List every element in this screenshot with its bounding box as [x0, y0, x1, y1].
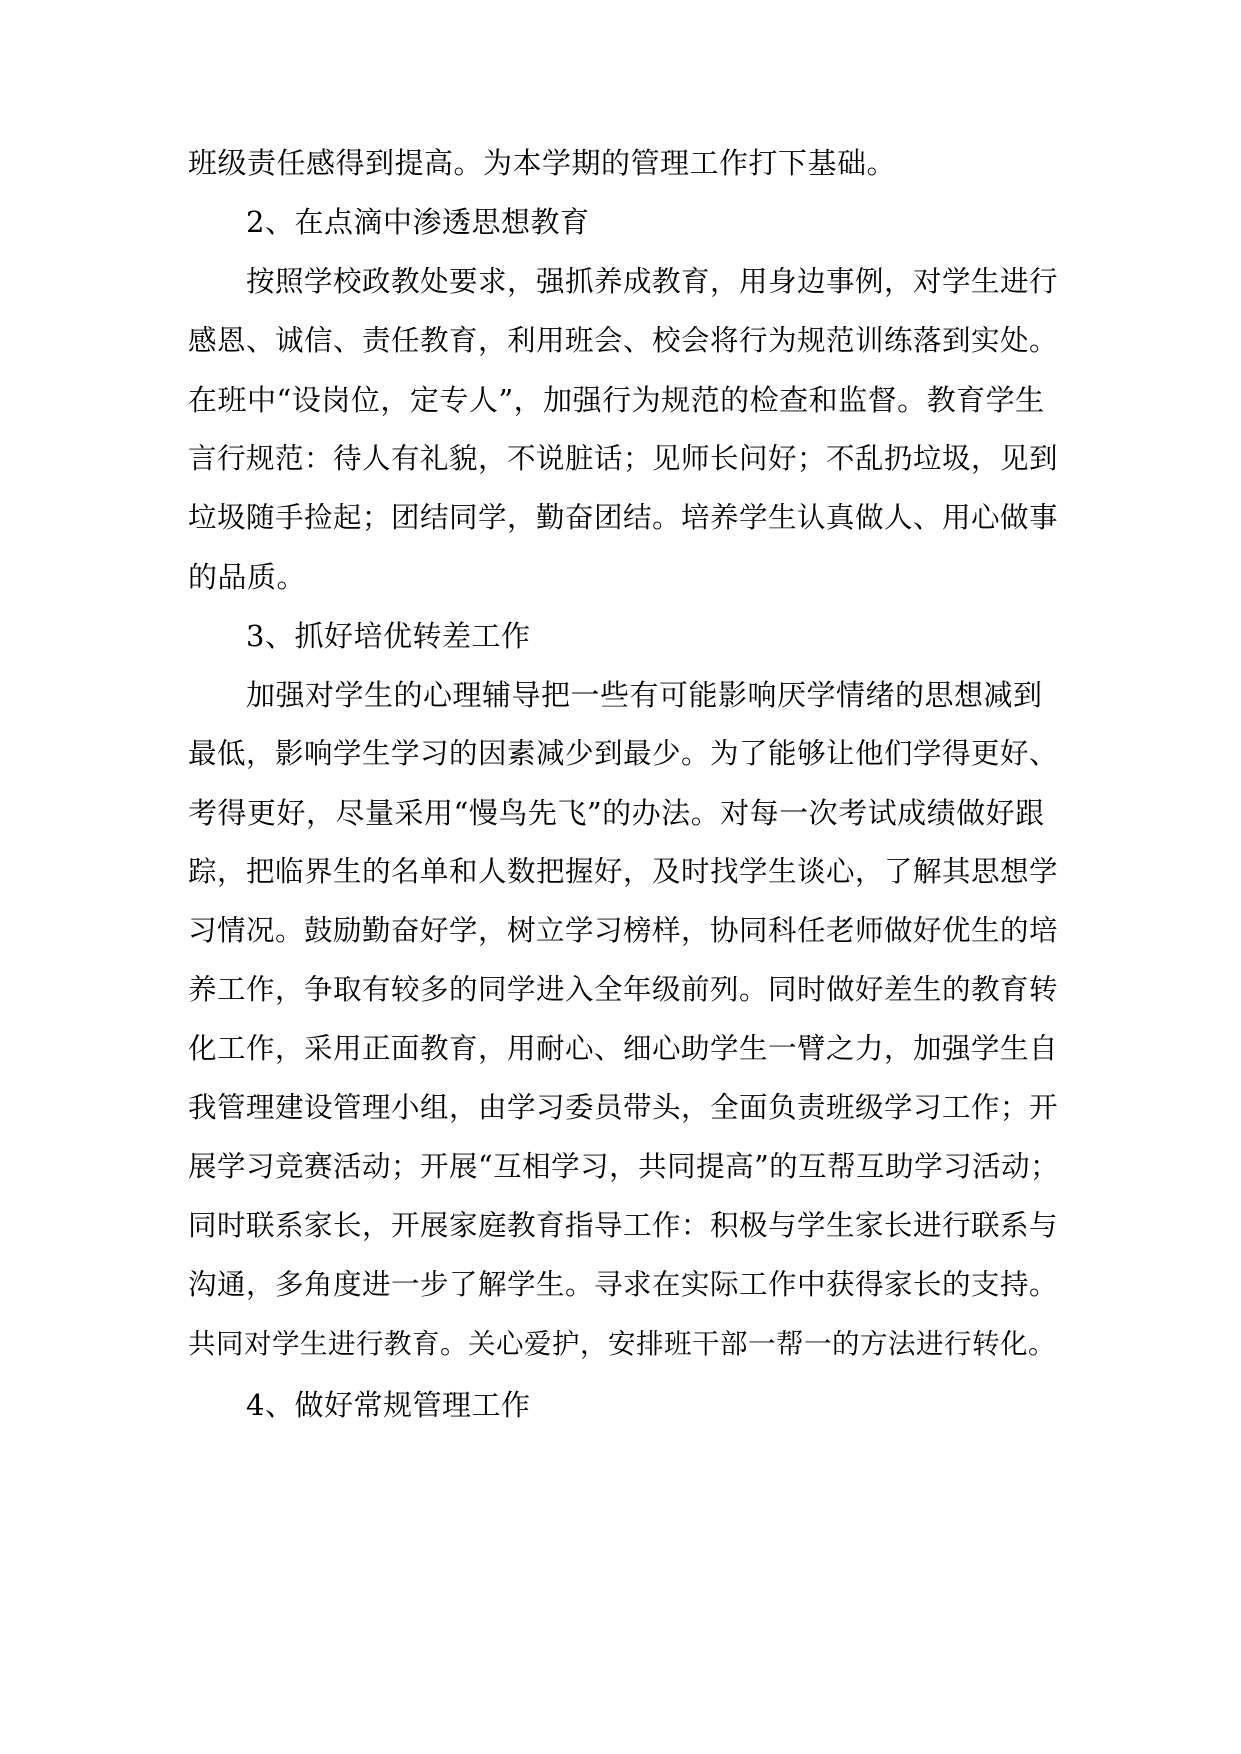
paragraph-line: 踪，把临界生的名单和人数把握好，及时找学生谈心，了解其思想学	[188, 855, 1059, 888]
paragraph-line: 考得更好，尽量采用“慢鸟先飞”的办法。对每一次考试成绩做好跟	[188, 796, 1045, 830]
section-heading-3: 3、抓好培优转差工作	[246, 619, 531, 653]
paragraph-line: 同时联系家长，开展家庭教育指导工作：积极与学生家长进行联系与	[188, 1209, 1059, 1242]
paragraph-line: 化工作，采用正面教育，用耐心、细心助学生一臂之力，加强学生自	[188, 1032, 1059, 1065]
paragraph-line: 加强对学生的心理辅导把一些有可能影响厌学情绪的思想减到	[246, 678, 1043, 712]
paragraph-line: 我管理建设管理小组，由学习委员带头，全面负责班级学习工作；开	[188, 1091, 1059, 1124]
paragraph-line: 在班中“设岗位，定专人”，加强行为规范的检查和监督。教育学生	[188, 383, 1045, 417]
paragraph-line: 按照学校政教处要求，强抓养成教育，用身边事例，对学生进行	[246, 265, 1059, 298]
paragraph-line: 养工作，争取有较多的同学进入全年级前列。同时做好差生的教育转	[188, 973, 1059, 1006]
paragraph-line: 最低，影响学生学习的因素减少到最少。为了能够让他们学得更好、	[188, 737, 1059, 770]
paragraph-line: 沟通，多角度进一步了解学生。寻求在实际工作中获得家长的支持。	[188, 1268, 1059, 1301]
paragraph-line: 展学习竞赛活动；开展“互相学习，共同提高”的互帮互助学习活动；	[188, 1150, 1060, 1183]
paragraph-line: 的品质。	[188, 560, 307, 594]
section-heading-4: 4、做好常规管理工作	[246, 1388, 531, 1422]
paragraph-line: 班级责任感得到提高。为本学期的管理工作打下基础。	[188, 146, 897, 180]
paragraph-line: 感恩、诚信、责任教育，利用班会、校会将行为规范训练落到实处。	[188, 324, 1059, 357]
paragraph-line: 言行规范：待人有礼貌，不说脏话；见师长问好；不乱扔垃圾，见到	[188, 442, 1059, 475]
paragraph-line: 垃圾随手捡起；团结同学，勤奋团结。培养学生认真做人、用心做事	[188, 501, 1059, 534]
paragraph-line: 共同对学生进行教育。关心爱护，安排班干部一帮一的方法进行转化。	[188, 1328, 1056, 1360]
paragraph-line: 习情况。鼓励勤奋好学，树立学习榜样，协同科任老师做好优生的培	[188, 914, 1059, 947]
section-heading-2: 2、在点滴中渗透思想教育	[246, 205, 590, 239]
